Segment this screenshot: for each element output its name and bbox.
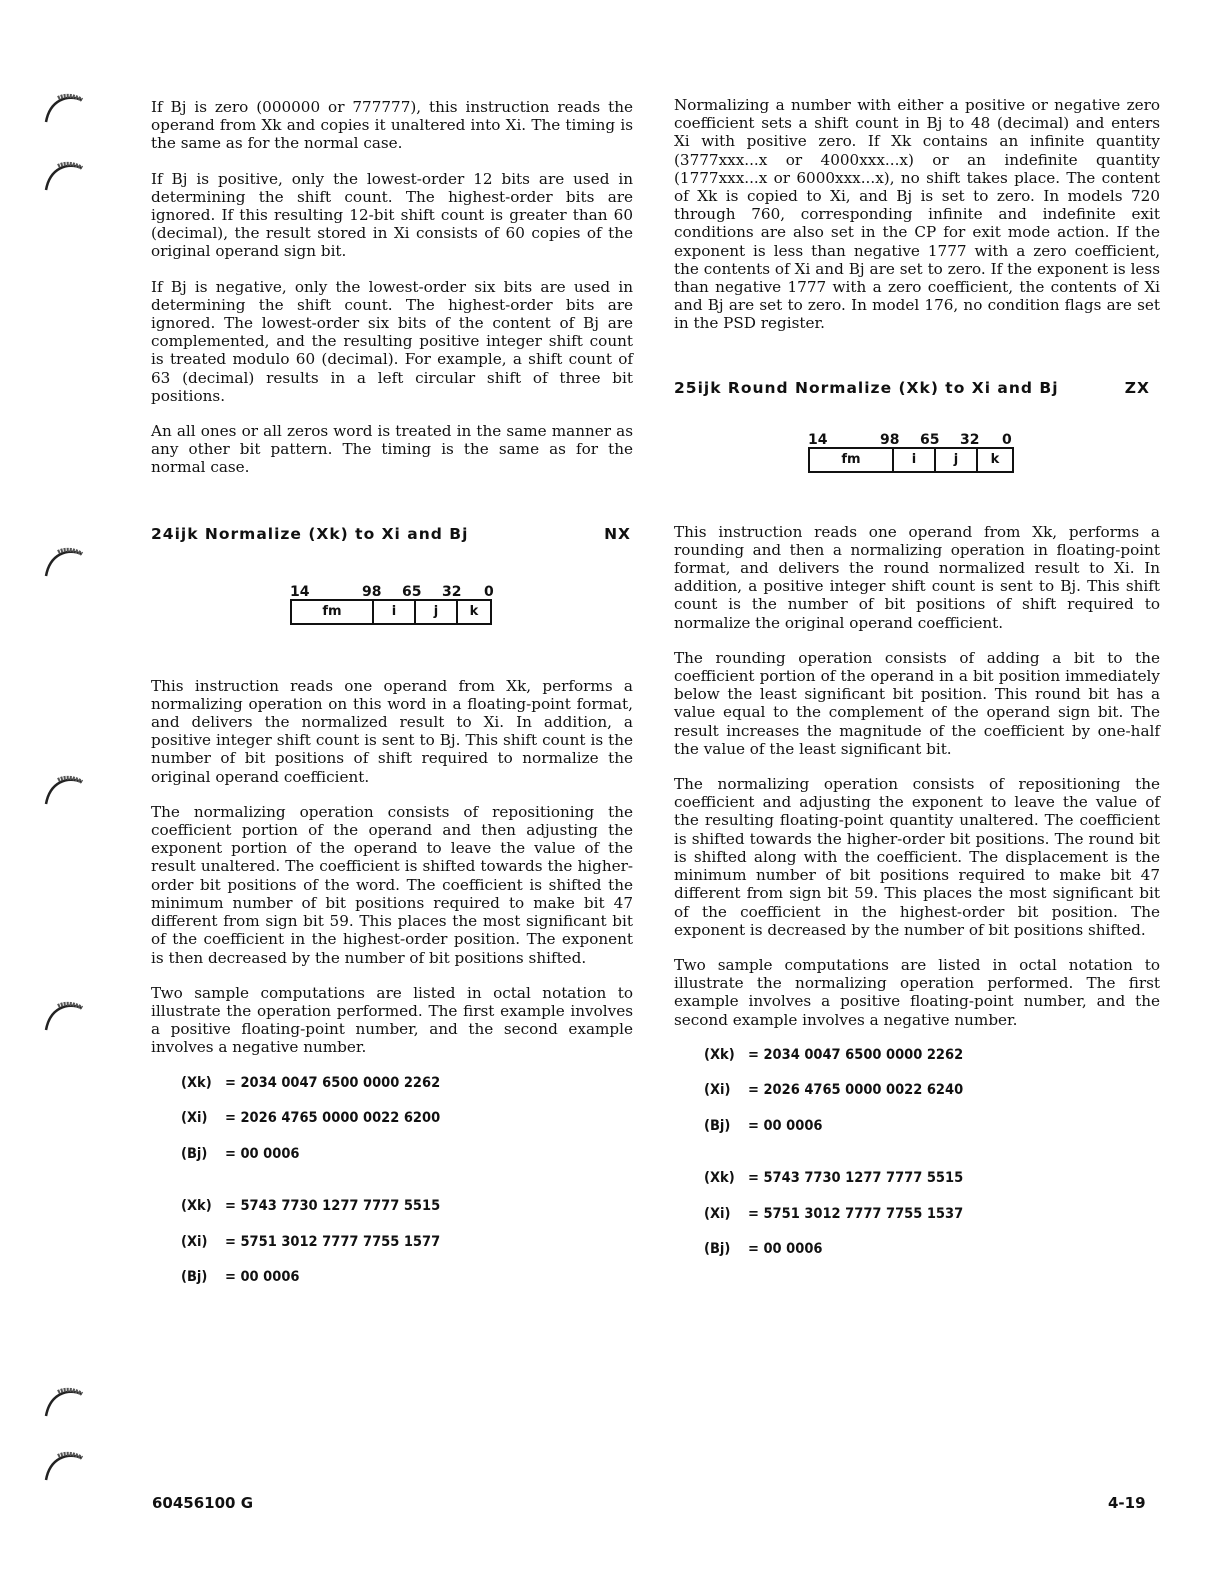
section-heading-25ijk [674, 379, 1160, 399]
value: = 2034 0047 6500 0000 2262 [225, 1074, 441, 1091]
register: (Xk) [704, 1046, 735, 1063]
paragraph: The normalizing operation consists of repositioning the coefficient and adjusting the exponent to leave the value of the resulting floating-point quantity unaltered. The coefficient is shifted towards the higher-order bit positions. The round bit is shifted along with the coefficient. The displacement is the minimum number of bit positions required to make bit 47 different from sign bit 59. This places the most significant bit of the coefficient in the highest-order bit position. The exponent is decreased by the number of bit positions shifted. [674, 775, 1160, 939]
paragraph: An all ones or all zeros word is treated in the same manner as any other bit pattern. The timing is the same as for the normal case. [151, 422, 633, 477]
computation-row [704, 1117, 1160, 1153]
field-i: i [894, 449, 936, 471]
binder-hole-mark [42, 1386, 84, 1428]
instruction-format-diagram [808, 431, 1160, 473]
bit-label: 98 [362, 583, 382, 600]
binder-hole-mark [42, 774, 84, 816]
paragraph: If Bj is negative, only the lowest-order six bits are used in determining the shift count. The highest-order bits are ignored. The lowest-order six bits of the content of Bj are complemented, and the resulting positive integer shift count is treated modulo 60 (decimal). For example, a shift count of 63 (decimal) results in a left circular shift of three bit positions. [151, 277, 633, 405]
bit-positions [290, 583, 633, 599]
binder-hole-mark [42, 160, 84, 202]
sample-computation-2 [704, 1169, 1160, 1276]
computation-row [181, 1074, 633, 1110]
bit-label: 0 [484, 583, 494, 600]
computation-row [704, 1240, 1160, 1276]
bit-label: 0 [1002, 431, 1012, 448]
field-k: k [469, 603, 479, 619]
field-fm: fm [292, 601, 374, 623]
register: (Bj) [181, 1269, 208, 1286]
section-title: 24ijk Normalize (Xk) to Xi and Bj [151, 524, 469, 543]
sample-computation-1 [181, 1074, 633, 1181]
value: = 2026 4765 0000 0022 6240 [748, 1082, 964, 1099]
register: (Xi) [704, 1082, 731, 1099]
section-title: 25ijk Round Normalize (Xk) to Xi and Bj [674, 378, 1059, 397]
computation-row [181, 1197, 633, 1233]
right-column [674, 96, 1160, 1276]
section-heading-24ijk [151, 525, 633, 545]
bit-label: 32 [960, 431, 980, 448]
computation-row [704, 1081, 1160, 1117]
register: (Xi) [704, 1205, 731, 1222]
paragraph: The normalizing operation consists of repositioning the coefficient portion of the operand and then adjusting the exponent portion of the operand to leave the value of the result unaltered. The coefficient is shifted towards the higher-order bit positions of the word. The coefficient is shifted the minimum number of bit positions required to make bit 47 different from sign bit 59. This places the most significant bit of the coefficient in the highest-order position. The exponent is then decreased by the number of bit positions shifted. [151, 802, 633, 967]
paragraph: This instruction reads one operand from Xk, performs a rounding and then a normalizing operation in floating-point format, and delivers the round normalized result to Xi. In addition, a positive integer shift count is sent to Bj. This shift count is the number of bit positions of shift required to normalize the original operand coefficient. [674, 522, 1160, 632]
value: = 5743 7730 1277 7777 5515 [225, 1198, 441, 1215]
register: (Xk) [181, 1198, 212, 1215]
value: = 00 0006 [748, 1241, 823, 1258]
computation-row [704, 1046, 1160, 1082]
sample-computation-2 [181, 1197, 633, 1304]
value: = 00 0006 [225, 1269, 300, 1286]
register: (Xi) [181, 1110, 208, 1127]
value: = 00 0006 [748, 1117, 823, 1134]
computation-row [704, 1169, 1160, 1205]
computation-row [704, 1205, 1160, 1241]
mnemonic-code: NX [604, 524, 631, 543]
binder-hole-mark [42, 546, 84, 588]
binder-hole-mark [42, 1450, 84, 1492]
page-number: 4-19 [1108, 1494, 1146, 1512]
computation-row [181, 1233, 633, 1269]
value: = 5751 3012 7777 7755 1577 [225, 1233, 441, 1250]
paragraph: This instruction reads one operand from Xk, performs a normalizing operation on this word in a floating-point format, and delivers the normalized result to Xi. In addition, a positive integer shift count is sent to Bj. This shift count is the number of bit positions of shift required to normalize the original operand coefficient. [151, 676, 633, 786]
register: (Bj) [704, 1117, 731, 1134]
field-boxes [808, 447, 1014, 473]
register: (Xi) [181, 1233, 208, 1250]
value: = 5743 7730 1277 7777 5515 [748, 1170, 964, 1187]
sample-computation-1 [704, 1046, 1160, 1153]
paragraph: Two sample computations are listed in octal notation to illustrate the operation performed. The first example involves a positive floating-point number, and the second example involves a negative number. [151, 983, 633, 1057]
bit-positions [808, 431, 1160, 447]
instruction-format-diagram [290, 583, 633, 625]
register: (Xk) [704, 1170, 735, 1187]
computation-row [181, 1109, 633, 1145]
register: (Bj) [704, 1241, 731, 1258]
bit-label: 65 [402, 583, 422, 600]
bit-label: 14 [808, 431, 828, 448]
register: (Bj) [181, 1145, 208, 1162]
binder-hole-mark [42, 92, 84, 134]
paragraph: Two sample computations are listed in octal notation to illustrate the normalizing operation performed. The first example involves a positive floating-point number, and the second example involves a negative number. [674, 955, 1160, 1029]
field-i: i [374, 601, 416, 623]
paragraph: Normalizing a number with either a positive or negative zero coefficient sets a shift count in Bj to 48 (decimal) and enters Xi with positive zero. If Xk contains an infinite quantity (3777xxx...x or 4000xxx...x) or an indefinite quantity (1777xxx...x or 6000xxx...x), no shift takes place. The content of Xk is copied to Xi, and Bj is set to zero. In models 720 through 760, corresponding infinite and indefinite exit conditions are also set in the CP for exit mode action. If the exponent is less than negative 1777 with a zero coefficient, the contents of Xi and Bj are set to zero. If the exponent is less than negative 1777 with a zero coefficient, the contents of Xi and Bj are set to zero. In model 176, no condition flags are set in the PSD register. [674, 96, 1160, 333]
bit-label: 14 [290, 583, 310, 600]
field-fm: fm [810, 449, 894, 471]
mnemonic-code: ZX [1124, 378, 1150, 397]
field-k: k [990, 451, 1000, 467]
paragraph: The rounding operation consists of adding a bit to the coefficient portion of the operand in a bit position immediately below the least significant bit position. This round bit has a value equal to the complement of the operand sign bit. The result increases the magnitude of the coefficient by one-half the value of the least significant bit. [674, 648, 1160, 758]
bit-label: 98 [880, 431, 900, 448]
value: = 00 0006 [225, 1145, 300, 1162]
field-boxes [290, 599, 492, 625]
register: (Xk) [181, 1074, 212, 1091]
bit-label: 32 [442, 583, 462, 600]
field-j: j [936, 449, 978, 471]
value: = 2034 0047 6500 0000 2262 [748, 1046, 964, 1063]
left-column [151, 98, 633, 1304]
paragraph: If Bj is zero (000000 or 777777), this instruction reads the operand from Xk and copies it unaltered into Xi. The timing is the same as for the normal case. [151, 98, 633, 153]
field-j: j [416, 601, 458, 623]
value: = 5751 3012 7777 7755 1537 [748, 1205, 964, 1222]
computation-row [181, 1145, 633, 1181]
binder-hole-mark [42, 1000, 84, 1042]
computation-row [181, 1268, 633, 1304]
bit-label: 65 [920, 431, 940, 448]
paragraph: If Bj is positive, only the lowest-order 12 bits are used in determining the shift count. The highest-order bits are ignored. If this resulting 12-bit shift count is greater than 60 (decimal), the result stored in Xi consists of 60 copies of the original operand sign bit. [151, 169, 633, 261]
value: = 2026 4765 0000 0022 6200 [225, 1110, 441, 1127]
document-number: 60456100 G [152, 1494, 254, 1512]
